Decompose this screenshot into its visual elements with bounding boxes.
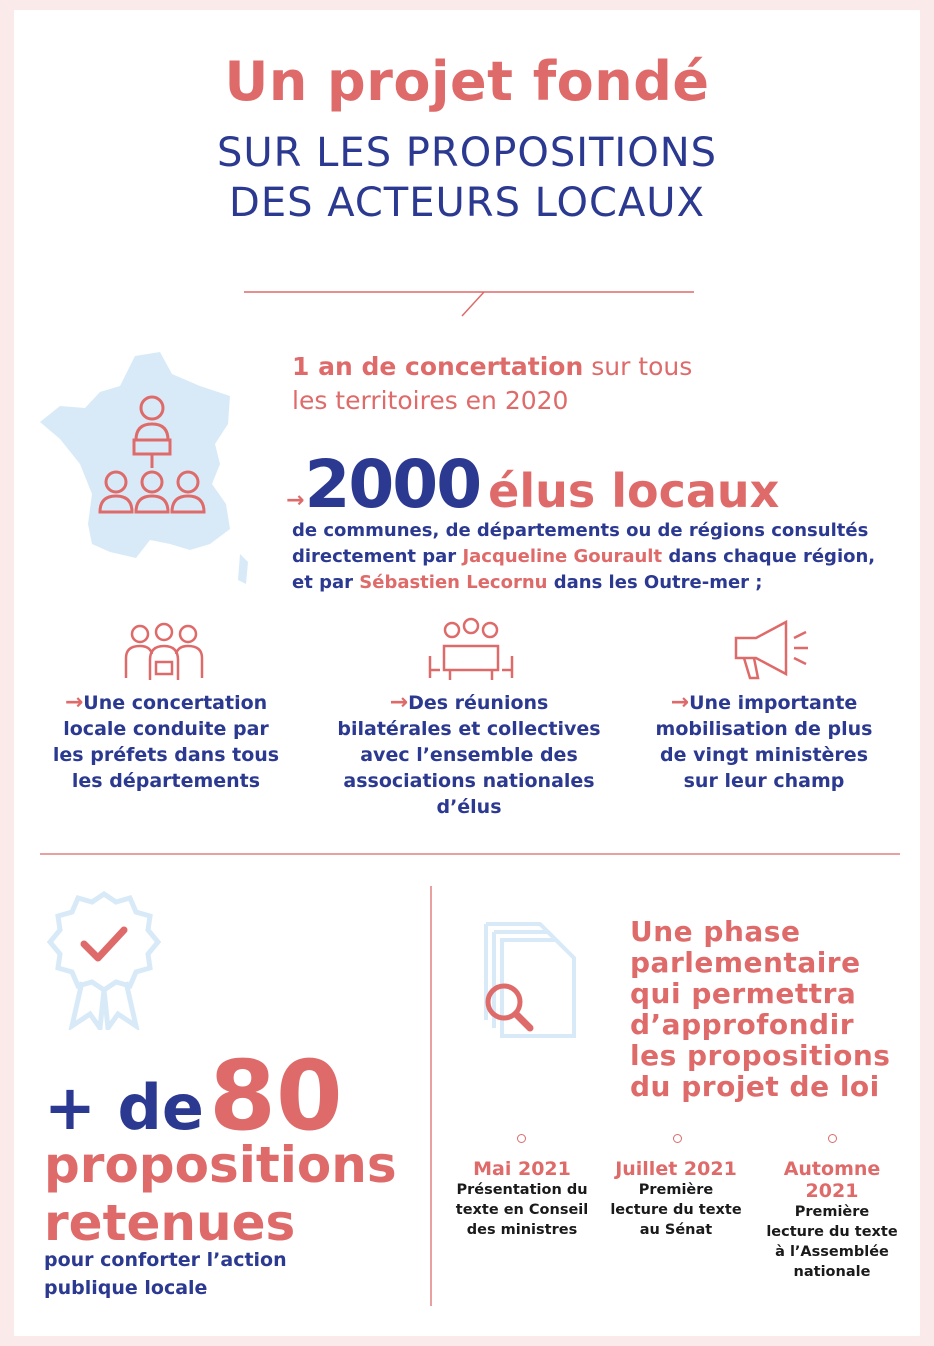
- col2-line-2: bilatérales et collectives: [337, 718, 601, 740]
- elus-label: élus locaux: [488, 464, 780, 518]
- col3-line-2: mobilisation de plus: [655, 718, 873, 740]
- timeline-desc-line: lecture du texte: [766, 1224, 898, 1240]
- concertation-rest-1: sur tous: [583, 352, 693, 381]
- phase-line-5: les propositions: [630, 1039, 891, 1072]
- timeline-desc-line: Présentation du: [456, 1182, 588, 1198]
- col2-line-3: avec l’ensemble des: [360, 744, 578, 766]
- france-map-icon: [40, 344, 260, 594]
- column-divider: [430, 886, 432, 1306]
- col3-line-4: sur leur champ: [683, 770, 845, 792]
- col1-line-2: locale conduite par: [63, 718, 269, 740]
- section-divider: [40, 853, 900, 855]
- arrow-icon: →: [64, 690, 84, 715]
- timeline-item-juillet: [606, 1158, 746, 1240]
- col1-line-3: les préfets dans tous: [52, 744, 280, 766]
- name-lecornu: Sébastien Lecornu: [359, 572, 548, 593]
- timeline-desc-line: lecture du texte: [610, 1202, 742, 1218]
- document-search-icon: [466, 916, 586, 1056]
- column-reunions: [324, 690, 614, 820]
- timeline-dot: [828, 1134, 837, 1143]
- arrow-icon: →: [286, 488, 305, 513]
- phase-line-1: Une phase: [630, 915, 801, 948]
- timeline-title: Juillet 2021: [615, 1158, 737, 1180]
- phase-parlementaire: [630, 916, 890, 1102]
- arrow-icon: →: [389, 690, 409, 715]
- megaphone-icon: [726, 616, 816, 682]
- meeting-table-icon: [426, 616, 516, 682]
- col3-line-3: de vingt ministères: [659, 744, 869, 766]
- timeline-item-mai: [454, 1158, 590, 1240]
- infographic-card: [14, 10, 920, 1336]
- speech-divider: [244, 280, 694, 320]
- col2-line-4: associations nationales: [343, 770, 595, 792]
- phase-line-2: parlementaire: [630, 946, 861, 979]
- main-title: Un projet fondé: [224, 50, 710, 113]
- badge-check-icon: [44, 890, 164, 1030]
- column-concertation: [36, 690, 296, 794]
- col3-line-1: Une importante: [689, 692, 858, 714]
- concertation-rest-2: les territoires en 2020: [292, 386, 569, 415]
- propositions-line-1: propositions: [44, 1136, 397, 1194]
- timeline-dot: [517, 1134, 526, 1143]
- phase-line-3: qui permettra: [630, 977, 857, 1010]
- propositions-subtext: [44, 1246, 287, 1302]
- timeline-desc-line: à l’Assemblée: [775, 1244, 889, 1260]
- elus-description: [292, 518, 892, 596]
- propositions-line-2: retenues: [44, 1194, 296, 1252]
- timeline-desc-line: au Sénat: [639, 1222, 713, 1238]
- subtitle-line-1: SUR LES PROPOSITIONS: [216, 130, 718, 176]
- timeline-desc-line: Première: [638, 1182, 714, 1198]
- col1-line-4: les départements: [71, 770, 261, 792]
- name-gourault: Jacqueline Gourault: [462, 546, 663, 567]
- elus-desc-line-1: de communes, de départements ou de régions consultés: [292, 520, 869, 541]
- col1-line-1: Une concertation: [83, 692, 268, 714]
- elus-number: 2000: [304, 446, 481, 523]
- subtitle: [14, 128, 920, 228]
- timeline-desc-line: des ministres: [466, 1222, 578, 1238]
- elus-desc-line-3b: dans les Outre-mer ;: [547, 572, 763, 593]
- propositions-number: 80: [209, 1040, 343, 1152]
- propositions-label: [44, 1136, 397, 1252]
- timeline-item-automne: [762, 1158, 902, 1282]
- subtitle-line-2: DES ACTEURS LOCAUX: [229, 180, 705, 226]
- elus-headline: [286, 446, 779, 523]
- concertation-bold: 1 an de concertation: [292, 352, 584, 381]
- propositions-sub-1: pour conforter l’action: [44, 1249, 287, 1271]
- timeline-title: Automne: [783, 1158, 881, 1180]
- timeline-desc-line: texte en Conseil: [455, 1202, 589, 1218]
- timeline-title: Mai 2021: [473, 1158, 571, 1180]
- people-group-icon: [122, 618, 206, 684]
- plus-de: + de: [44, 1071, 204, 1144]
- col2-line-1: Des réunions: [408, 692, 549, 714]
- column-mobilisation: [634, 690, 894, 794]
- col2-line-5: d’élus: [436, 796, 502, 818]
- propositions-sub-2: publique locale: [44, 1277, 208, 1299]
- timeline-desc-line: nationale: [793, 1264, 871, 1280]
- elus-desc-line-3a: et par: [292, 572, 360, 593]
- timeline-desc-line: Première: [794, 1204, 870, 1220]
- phase-line-6: du projet de loi: [630, 1070, 880, 1103]
- elus-desc-line-2b: dans chaque région,: [662, 546, 876, 567]
- phase-line-4: d’approfondir: [630, 1008, 855, 1041]
- elus-desc-line-2a: directement par: [292, 546, 463, 567]
- timeline-dot: [673, 1134, 682, 1143]
- timeline-title: 2021: [805, 1180, 859, 1202]
- arrow-icon: →: [670, 690, 690, 715]
- concertation-text: [292, 350, 692, 418]
